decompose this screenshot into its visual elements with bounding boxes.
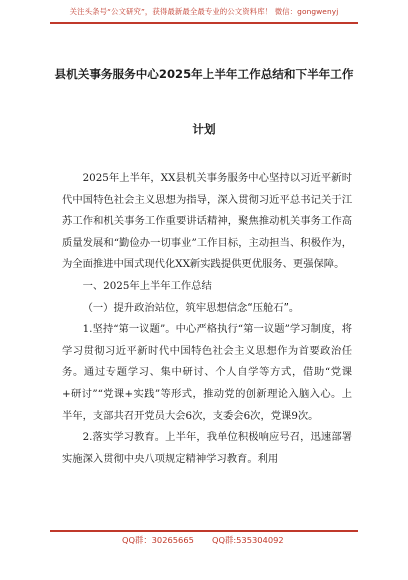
body-paragraph: 2.落实学习教育。上半年，我单位积极响应号召，迅速部署实施深入贯彻中央八项规定精神学习教育。利用 — [62, 431, 352, 465]
subsection-heading: （一）提升政治站位，筑牢思想信念“压舱石”。 — [82, 301, 300, 314]
document-title-continued: 计划 — [192, 122, 216, 136]
document-body — [62, 168, 352, 470]
footer-qq-group-2: QQ群:535304092 — [212, 535, 284, 545]
header-divider — [50, 22, 358, 24]
footer-qq-group-1: QQ群：30265665 — [122, 535, 194, 545]
section-heading: 一、2025年上半年工作总结 — [82, 279, 212, 292]
header-banner: 关注头条号“公文研究”，获得最新最全最专业的公文资料库！ 微信：gongwenyj — [69, 7, 339, 16]
body-paragraph: 1.坚持“第一议题”。中心严格执行“第一议题”学习制度，将学习贯彻习近平新时代中国特色社会主义思想作为首要政治任务。通过专题学习、集中研讨、个人自学等方式，借助“党课+研讨”“党课+实践”等形式，推动党的创新理论入脑入心。上半年，支部共召开党员大会6次，支委会6次，党课9次。 — [62, 323, 352, 422]
document-title: 县机关事务服务中心2025年上半年工作总结和下半年工作 — [54, 67, 354, 81]
footer-divider — [50, 530, 358, 532]
intro-paragraph: 2025年上半年，XX县机关事务服务中心坚持以习近平新时代中国特色社会主义思想为指导，深入贯彻习近平总书记关于江苏工作和机关事务工作重要讲话精神，聚焦推动机关事务工作高质量发展和“勤俭办一切事业”工作目标，主动担当、积极作为，为全面推进中国式现代化XX新实践提供更优服务、更强保障。 — [62, 172, 352, 271]
